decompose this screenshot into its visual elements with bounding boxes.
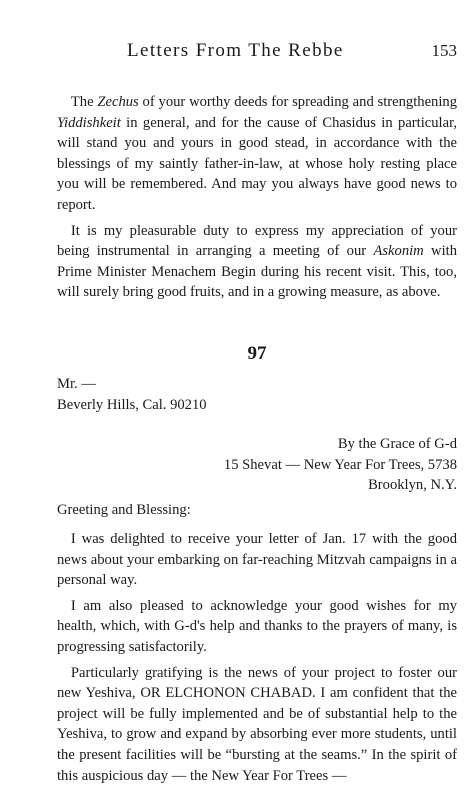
page-number: 153	[431, 41, 457, 60]
paragraph: I was delighted to receive your letter of Jan. 17 with the good news about your embarking on far-reaching Mitzvah campaigns in a personal way.	[57, 531, 457, 589]
letter-body	[57, 529, 457, 786]
running-title: Letters From The Rebbe	[127, 40, 344, 61]
letter-number: 97	[247, 343, 267, 364]
greeting: Greeting and Blessing:	[57, 502, 191, 518]
heading-line: By the Grace of G-d	[337, 436, 457, 452]
recipient-address	[57, 374, 457, 415]
running-head	[57, 40, 457, 66]
recipient-name: Mr. —	[57, 376, 96, 392]
heading-date: 15 Shevat — New Year For Trees, 5738	[223, 456, 457, 473]
paragraph: I am also pleased to acknowledge your good wishes for my health, which, with G-d's help and thanks to the prayers of many, is progressing satisfactorily.	[57, 597, 457, 655]
paragraph: The Zechus of your worthy deeds for spreading and strengthening Yiddishkeit in general, and for the cause of Chasidus in particular, will stand you and yours in good stead, in accordance with the blessings of my saintly father-in-law, at whose holy resting place you will be remembered. And may you always have good news to report.	[57, 94, 457, 213]
italic-term: Askonim	[373, 243, 424, 260]
recipient-location: Beverly Hills, Cal. 90210	[57, 396, 207, 413]
italic-term: Yiddishkeit	[57, 114, 121, 131]
paragraph: Particularly gratifying is the news of your project to foster our new Yeshiva, OR ELCHONON CHABAD. I am confident that the project will be fully implemented and be of substantial help to the Yeshiva, to grow and expand by absorbing ever more students, until the present facilities will be “bursting at the seams.” In the spirit of this auspicious day — the New Year For Trees —	[57, 664, 457, 784]
letter-heading	[57, 434, 457, 496]
italic-term: Zechus	[97, 94, 139, 110]
paragraph: It is my pleasurable duty to express my appreciation of your being instrumental in arranging a meeting of our Askonim with Prime Minister Menachem Begin during his recent visit. This, too, will surely bring good fruits, and in a growing measure, as above.	[57, 222, 458, 301]
continued-letter-text	[57, 92, 457, 303]
heading-place: Brooklyn, N.Y.	[368, 477, 457, 494]
